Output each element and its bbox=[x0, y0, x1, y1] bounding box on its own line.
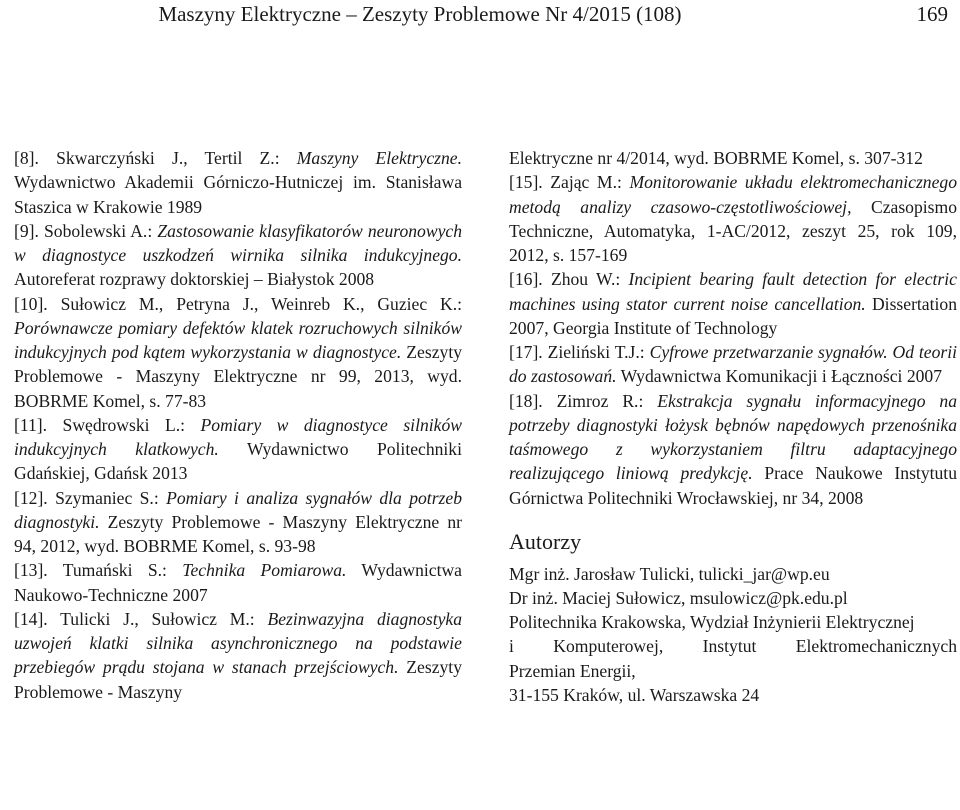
affiliation-line-3: Przemian Energii, bbox=[509, 660, 636, 681]
reference-12: [12]. Szymaniec S.: Pomiary i analiza sygnałów dla potrzeb diagnostyki. Zeszyty Problemowe - Maszyny Elektryczne nr 94, 2012, wyd. BOBRME Komel, s. 93-98 bbox=[14, 487, 462, 556]
reference-9: [9]. Sobolewski A.: Zastosowanie klasyfikatorów neuronowych w diagnostyce uszkodzeń wirnika silnika indukcyjnego. Autoreferat rozprawy doktorskiej – Białystok 2008 bbox=[14, 220, 462, 290]
reference-17: [17]. Zieliński T.J.: Cyfrowe przetwarzanie sygnałów. Od teorii do zastosowań. Wydawnictwa Komunikacji i Łączności 2007 bbox=[509, 342, 957, 387]
authors-heading: Autorzy bbox=[509, 528, 582, 554]
reference-10: [10]. Sułowicz M., Petryna J., Weinreb K., Guziec K.: Porównawcze pomiary defektów klatek rozruchowych silników indukcyjnych pod kątem wykorzystania w diagnostyce. Zeszyty Problemowe - Maszyny Elektryczne nr 99, 2013, wyd. BOBRME Komel, s. 77-83 bbox=[14, 293, 463, 411]
right-column bbox=[509, 146, 957, 707]
author-1: Mgr inż. Jarosław Tulicki, tulicki_jar@wp.eu bbox=[509, 563, 830, 584]
journal-title: Maszyny Elektryczne – Zeszyty Problemowe Nr 4/2015 (108) bbox=[158, 2, 682, 26]
page-number: 169 bbox=[916, 2, 948, 26]
reference-13: [13]. Tumański S.: Technika Pomiarowa. Wydawnictwa Naukowo-Techniczne 2007 bbox=[14, 560, 462, 605]
reference-11: [11]. Swędrowski L.: Pomiary w diagnostyce silników indukcyjnych klatkowych. Wydawnictwo Politechniki Gdańskiej, Gdańsk 2013 bbox=[14, 414, 462, 484]
reference-18: [18]. Zimroz R.: Ekstrakcja sygnału informacyjnego na potrzeby diagnostyki łożysk bębnów napędowych przenośnika taśmowego z wykorzystaniem filtru adaptacyjnego realizującego liniową predykcję. Prace Naukowe Instytutu Górnictwa Politechniki Wrocławskiej, nr 34, 2008 bbox=[509, 390, 957, 508]
reference-14: [14]. Tulicki J., Sułowicz M.: Bezinwazyjna diagnostyka uzwojeń klatki silnika asynchronicznego na podstawie przebiegów prądu stojana w stanach przejściowych. Zeszyty Problemowe - Maszyny bbox=[14, 608, 462, 702]
reference-14-continued: Elektryczne nr 4/2014, wyd. BOBRME Komel, s. 307-312 bbox=[509, 148, 923, 168]
reference-16: [16]. Zhou W.: Incipient bearing fault detection for electric machines using stator current noise cancellation. Dissertation 2007, Georgia Institute of Technology bbox=[509, 269, 957, 338]
author-2: Dr inż. Maciej Sułowicz, msulowicz@pk.edu.pl bbox=[509, 587, 848, 608]
affiliation-line-2: i Komputerowej, Instytut Elektromechanicznych bbox=[509, 636, 957, 657]
address: 31-155 Kraków, ul. Warszawska 24 bbox=[509, 684, 760, 705]
affiliation-line-1: Politechnika Krakowska, Wydział Inżynierii Elektrycznej bbox=[509, 612, 915, 633]
reference-8: [8]. Skwarczyński J., Tertil Z.: Maszyny Elektryczne. Wydawnictwo Akademii Górniczo-Hutniczej im. Stanisława Staszica w Krakowie 1989 bbox=[14, 148, 462, 217]
left-column bbox=[14, 146, 462, 704]
reference-15: [15]. Zając M.: Monitorowanie układu elektromechanicznego metodą analizy czasowo-częstotliwościowej, Czasopismo Techniczne, Automatyka, 1-AC/2012, zeszyt 25, rok 109, 2012, s. 157-169 bbox=[509, 172, 957, 265]
page-header bbox=[0, 0, 960, 40]
